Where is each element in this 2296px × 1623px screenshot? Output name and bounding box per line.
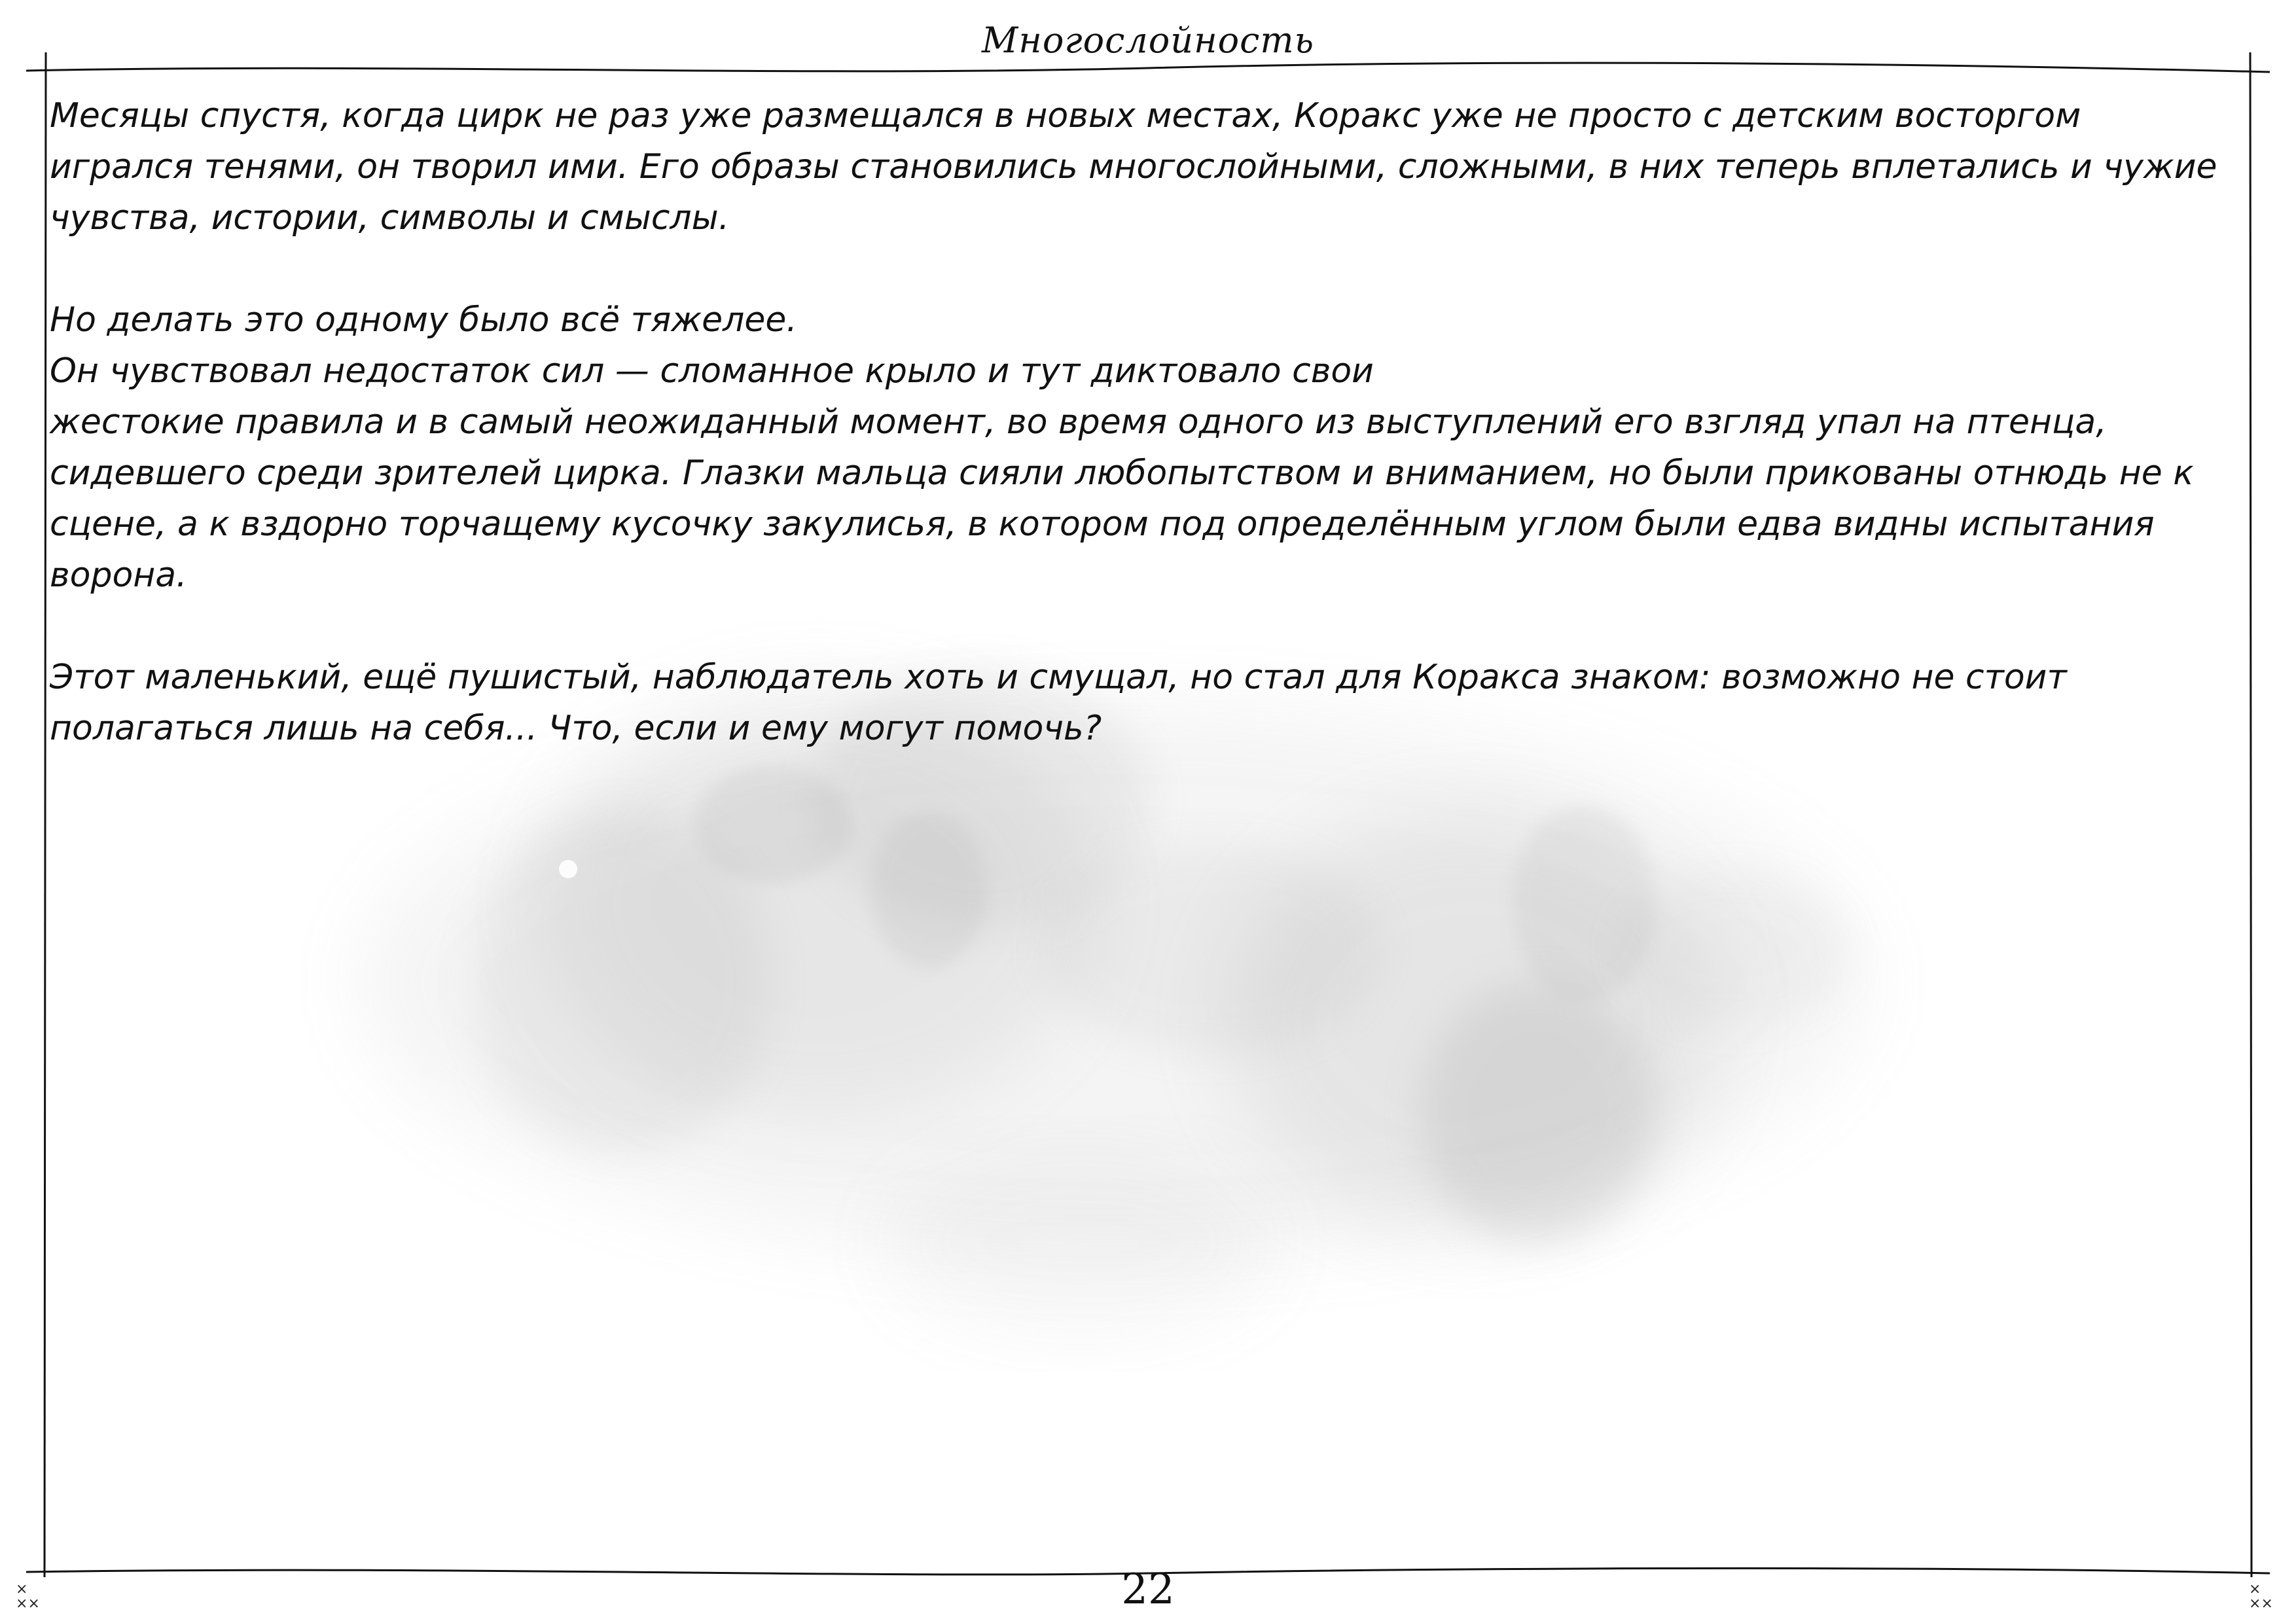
paragraph (50, 90, 2236, 243)
corner-mark-right: × ×× (2249, 1581, 2273, 1612)
story-text (50, 90, 2236, 754)
text-line: Он чувствовал недостаток сил — сломанное крыло и тут диктовало свои (50, 351, 1374, 391)
text-line: чувства, истории, символы и смыслы. (50, 198, 730, 238)
text-line: Месяцы спустя, когда цирк не раз уже размещался в новых местах, Коракс уже не просто с детским восторгом (50, 96, 2081, 135)
chapter-title: Многослойность (981, 20, 1314, 61)
page-number: 22 (1121, 1565, 1175, 1614)
text-line: Этот маленький, ещё пушистый, наблюдатель хоть и смущал, но стал для Коракса знаком: возможно не стоит (50, 658, 2067, 697)
text-line: жестокие правила и в самый неожиданный момент, во время одного из выступлений его взгляд упал на птенца, (50, 402, 2107, 442)
text-line: Но делать это одному было всё тяжелее. (50, 300, 797, 340)
text-line: ворона. (50, 556, 187, 595)
paragraph (50, 652, 2236, 754)
text-line: сидевшего среди зрителей цирка. Глазки мальца сияли любопытством и вниманием, но были прикованы отнюдь не к (50, 454, 2194, 493)
text-line: полагаться лишь на себя... Что, если и ему могут помочь? (50, 709, 1102, 748)
text-line: сцене, а к вздорно торчащему кусочку закулисья, в котором под определённым углом были едва видны испытания (50, 505, 2155, 544)
paragraph (50, 294, 2236, 601)
text-line: игрался тенями, он творил ими. Его образы становились многослойными, сложными, в них теперь вплетались и чужие (50, 147, 2217, 187)
corner-mark-left: × ×× (16, 1581, 40, 1612)
